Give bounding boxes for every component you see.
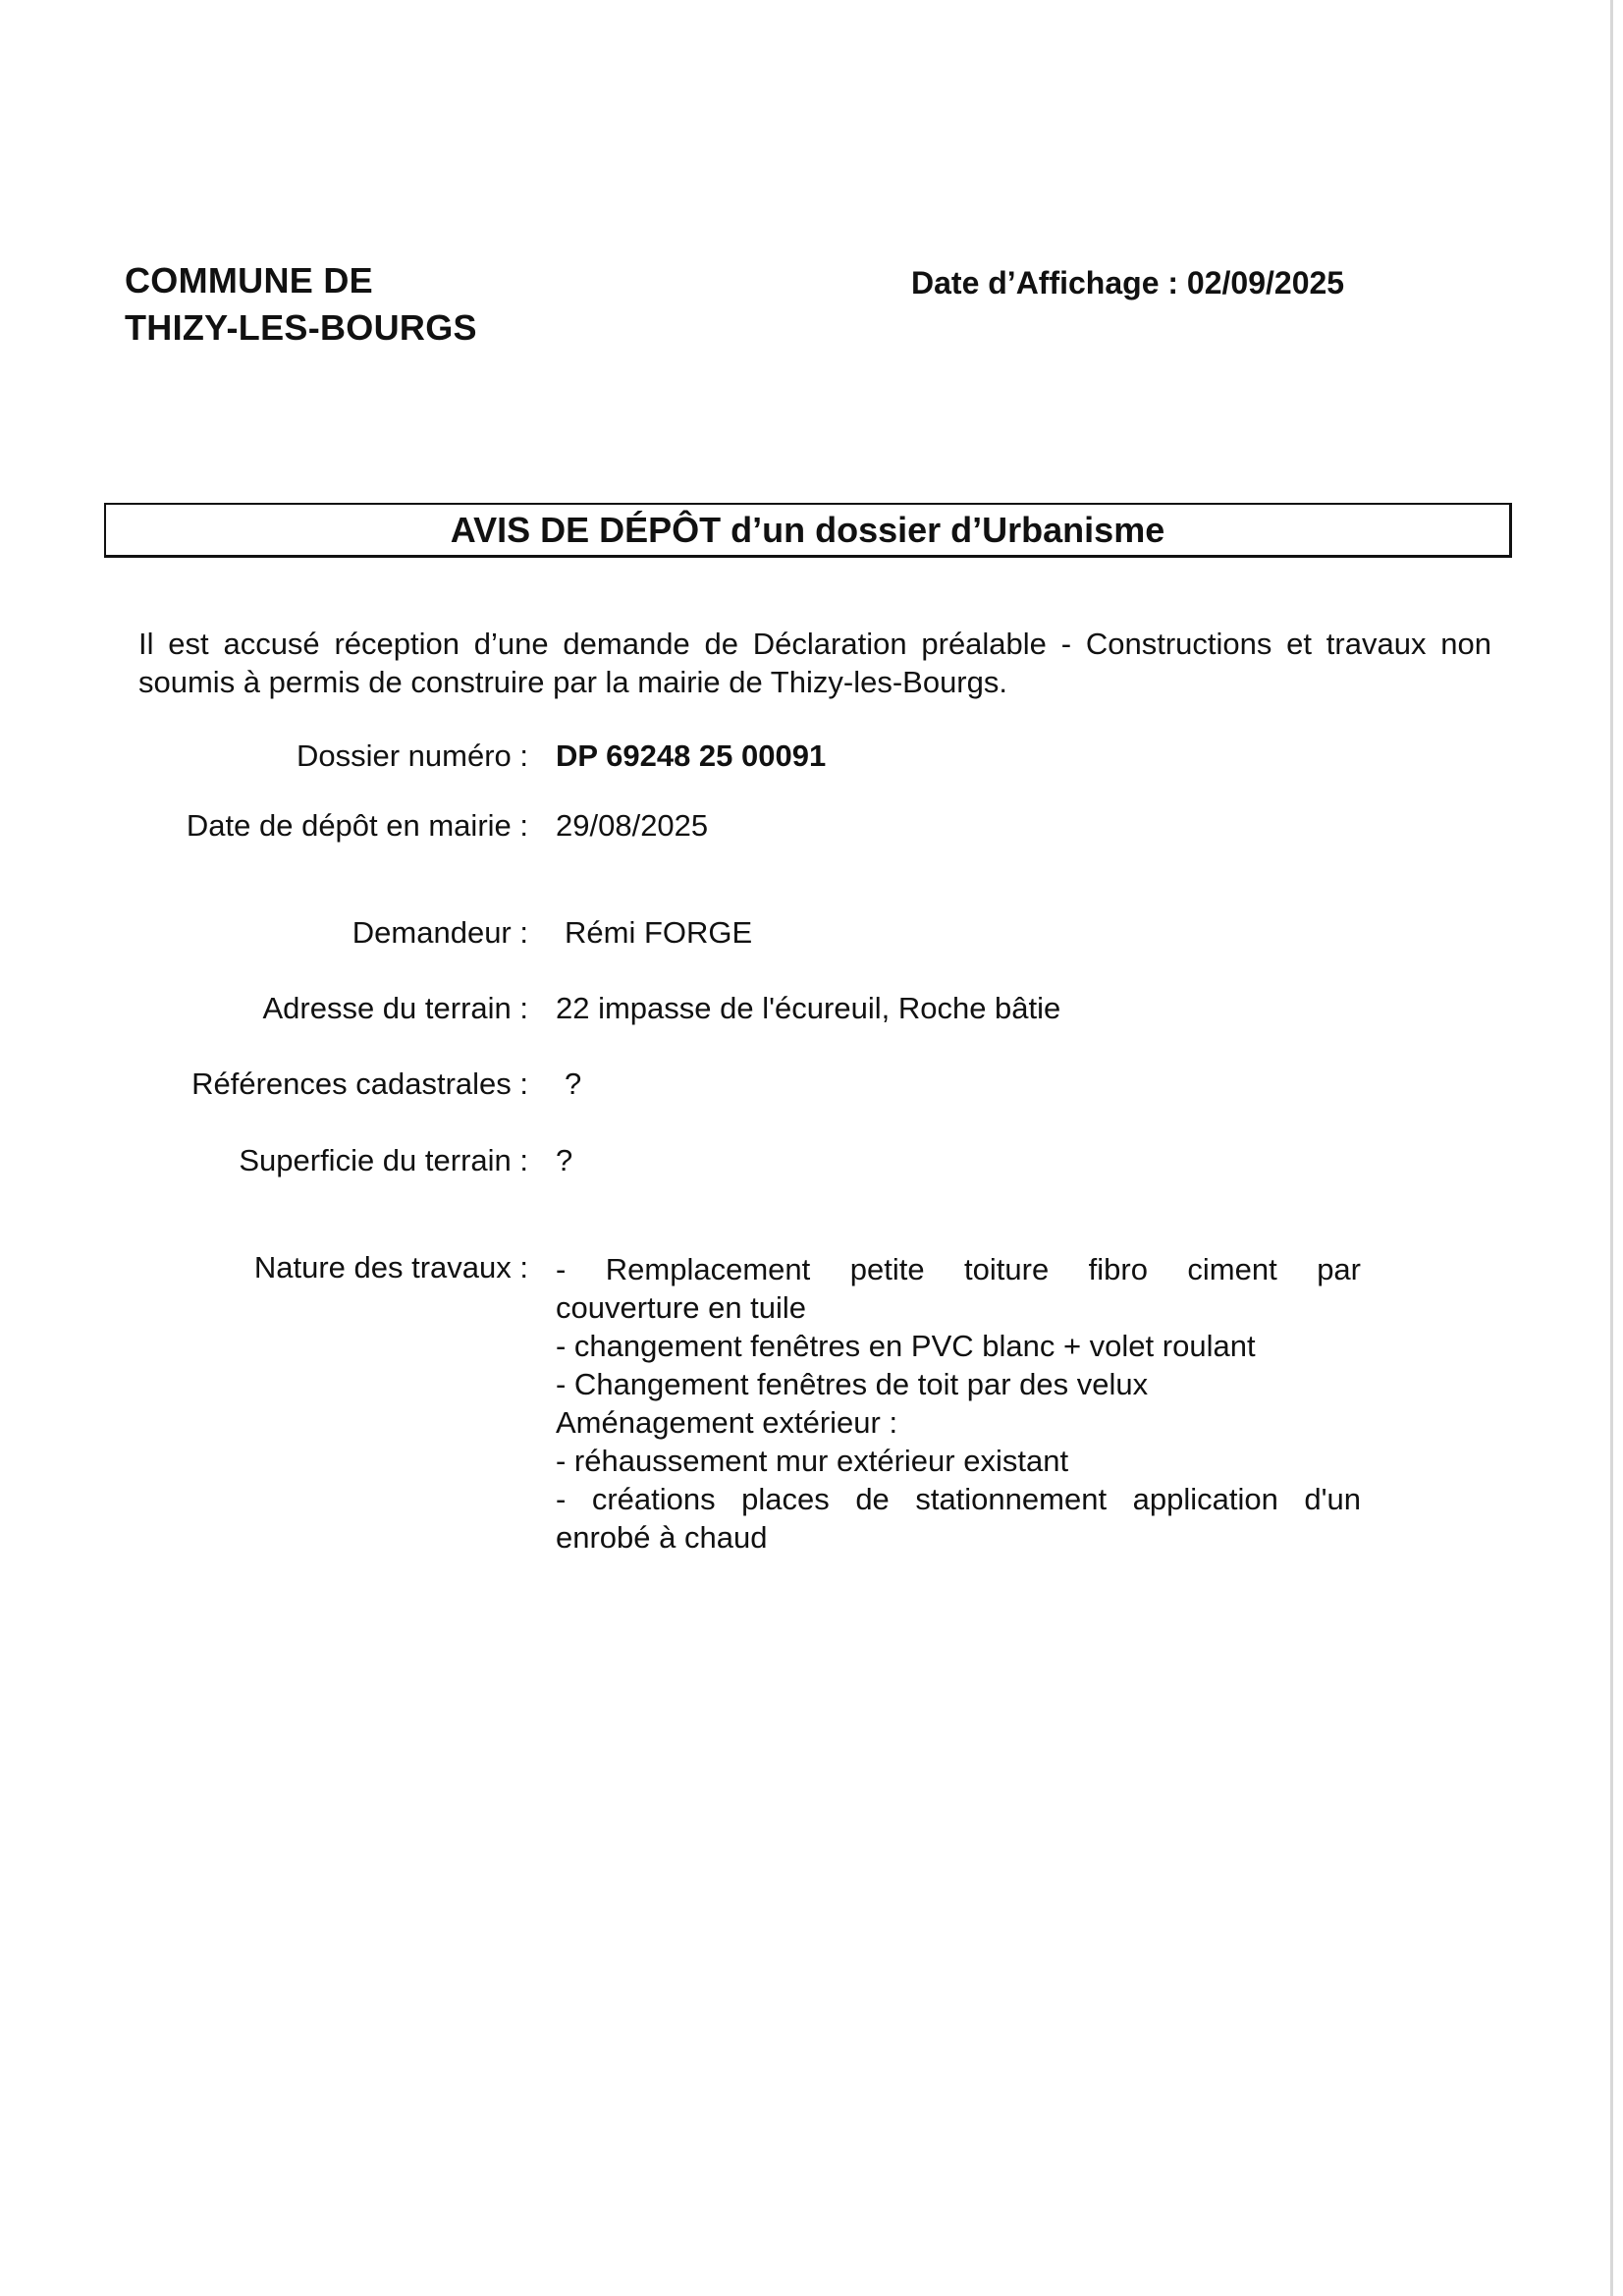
travaux-line: - Remplacement petite toiture fibro ciment par bbox=[556, 1252, 1361, 1286]
document-title: AVIS DE DÉPÔT d’un dossier d’Urbanisme bbox=[450, 510, 1165, 550]
dossier-value: DP 69248 25 00091 bbox=[556, 738, 827, 773]
cadastre-label: Références cadastrales : bbox=[191, 1066, 528, 1101]
commune-header bbox=[125, 257, 477, 352]
intro-paragraph: Il est accusé réception d’une demande de Déclaration préalable - Constructions et travaux non soumis à permis de construire par la mairie de Thizy-les-Bourgs. bbox=[138, 627, 1491, 699]
travaux-line: couverture en tuile bbox=[556, 1290, 807, 1325]
date-depot-value: 29/08/2025 bbox=[556, 808, 709, 843]
travaux-line: - réhaussement mur extérieur existant bbox=[556, 1444, 1069, 1478]
travaux-line: - créations places de stationnement application d'un bbox=[556, 1482, 1361, 1516]
adresse-label: Adresse du terrain : bbox=[262, 991, 528, 1025]
commune-line-2: THIZY-LES-BOURGS bbox=[125, 307, 477, 348]
dossier-label: Dossier numéro : bbox=[296, 738, 528, 773]
date-affichage: Date d’Affichage : 02/09/2025 bbox=[911, 265, 1345, 301]
travaux-line: Aménagement extérieur : bbox=[556, 1405, 898, 1440]
title-box bbox=[104, 503, 1512, 558]
superficie-label: Superficie du terrain : bbox=[239, 1143, 528, 1177]
cadastre-value: ? bbox=[565, 1066, 582, 1101]
demandeur-value: Rémi FORGE bbox=[565, 915, 753, 950]
demandeur-label: Demandeur : bbox=[352, 915, 528, 950]
travaux-line: - changement fenêtres en PVC blanc + volet roulant bbox=[556, 1329, 1256, 1363]
nature-travaux-list bbox=[556, 1250, 1361, 1557]
title-top-rule bbox=[106, 503, 1509, 505]
commune-line-1: COMMUNE DE bbox=[125, 260, 373, 301]
title-bottom-rule bbox=[106, 555, 1509, 558]
travaux-line: - Changement fenêtres de toit par des velux bbox=[556, 1367, 1149, 1401]
adresse-value: 22 impasse de l'écureuil, Roche bâtie bbox=[556, 991, 1061, 1025]
page-edge-shadow bbox=[1610, 0, 1613, 2296]
superficie-value: ? bbox=[556, 1143, 573, 1177]
nature-label: Nature des travaux : bbox=[253, 1250, 528, 1285]
date-depot-label: Date de dépôt en mairie : bbox=[186, 808, 528, 843]
travaux-line: enrobé à chaud bbox=[556, 1520, 768, 1555]
